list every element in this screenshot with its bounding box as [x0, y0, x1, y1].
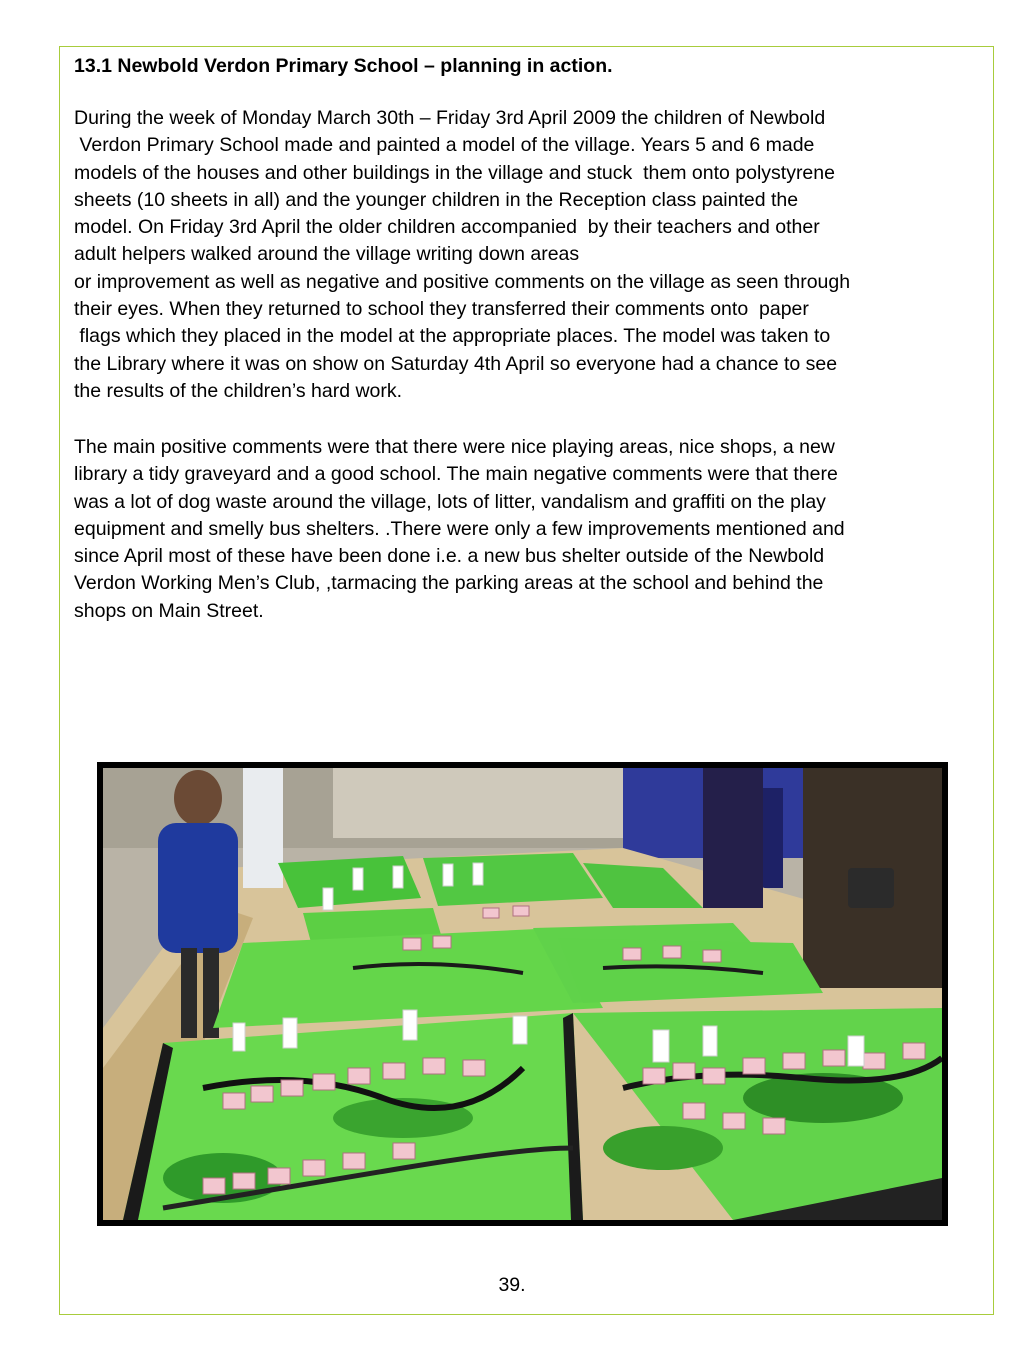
paragraph-line: since April most of these have been done i.e. a new bus shelter outside of the Newbold	[74, 545, 825, 568]
paragraph-line: The main positive comments were that there were nice playing areas, nice shops, a new	[74, 436, 835, 458]
photo-frame	[97, 762, 948, 1226]
paragraph-line: the Library where it was on show on Saturday 4th April so everyone had a chance to see	[74, 352, 838, 375]
paragraph-line: During the week of Monday March 30th – Friday 3rd April 2009 the children of Newbold	[74, 107, 826, 129]
paragraph-line: their eyes. When they returned to school they transferred their comments onto paper	[74, 298, 809, 321]
paragraph-line: the results of the children’s hard work.	[74, 379, 403, 402]
paragraph-line: was a lot of dog waste around the village, lots of litter, vandalism and graffiti on the play	[74, 490, 826, 513]
paragraph-intro	[74, 105, 986, 405]
paragraph-line: models of the houses and other buildings in the village and stuck them onto polystyrene	[74, 161, 835, 184]
paragraph-line: shops on Main Street.	[74, 599, 264, 622]
page-number: 39.	[498, 1274, 526, 1296]
paragraph-line: flags which they placed in the model at the appropriate places. The model was taken to	[74, 325, 831, 348]
paragraph-line: sheets (10 sheets in all) and the younger children in the Reception class painted the	[74, 188, 799, 211]
village-model-photo	[103, 768, 942, 1220]
paragraph-line: Verdon Working Men’s Club, ,tarmacing the parking areas at the school and behind the	[74, 572, 824, 595]
section-heading: 13.1 Newbold Verdon Primary School – planning in action.	[74, 55, 613, 77]
paragraph-line: or improvement as well as negative and positive comments on the village as seen through	[74, 270, 851, 293]
paragraph-line: library a tidy graveyard and a good school. The main negative comments were that there	[74, 463, 838, 486]
paragraph-line: model. On Friday 3rd April the older children accompanied by their teachers and other	[74, 216, 820, 239]
paragraph-comments	[74, 434, 986, 625]
paragraph-line: equipment and smelly bus shelters. .There were only a few improvements mentioned and	[74, 517, 845, 540]
paragraph-line: adult helpers walked around the village writing down areas	[74, 243, 580, 266]
paragraph-line: Verdon Primary School made and painted a model of the village. Years 5 and 6 made	[74, 134, 815, 157]
